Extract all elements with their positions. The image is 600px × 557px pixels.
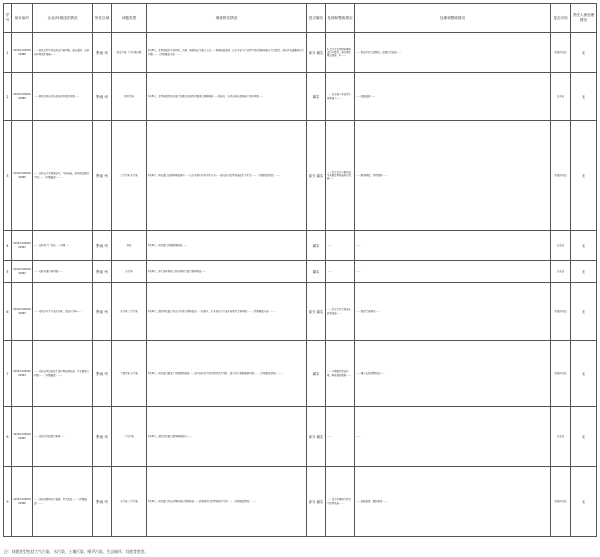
row-status-text: 阶段性办结	[554, 173, 567, 177]
row-result-text: ……	[327, 269, 332, 273]
row-status	[551, 283, 571, 341]
row-verified	[307, 261, 326, 283]
row-accountability	[571, 33, 597, 73]
row-accountability	[571, 121, 597, 231]
row-accountability	[571, 407, 597, 467]
row-issue	[33, 261, 93, 283]
row-status	[551, 33, 571, 73]
row-number	[4, 231, 12, 261]
row-code-text: X2502 000016 01895	[13, 433, 31, 440]
row-accountability	[571, 341, 597, 407]
row-type	[112, 261, 147, 283]
row-code	[12, 121, 33, 231]
row-result-text: 1.责令企业对物料堆场进行全覆盖，落实洒水降尘措施；2.……	[327, 47, 351, 58]
row-result	[326, 231, 355, 261]
row-type	[112, 231, 147, 261]
row-type-text: 水污染 大气污染	[120, 309, 138, 313]
row-area-text: 黔南 州	[96, 94, 108, 99]
row-verified-text: 属实	[312, 243, 320, 248]
row-code	[12, 341, 33, 407]
header-finding: 调查核实情况	[147, 4, 307, 33]
row-result	[326, 341, 355, 407]
row-area-text: 黔南 州	[96, 173, 108, 178]
row-number-text: 1	[6, 50, 9, 55]
row-result	[326, 73, 355, 121]
row-number-text: 7	[6, 371, 9, 376]
row-type-text: 扬尘污染 大气污染问题	[116, 50, 142, 54]
row-code	[12, 407, 33, 467]
row-number-text: 4	[6, 243, 9, 248]
row-accountability-text: 无	[581, 371, 586, 376]
row-area	[93, 231, 112, 261]
row-result-text: ……责令养殖场完善粪污处理设施……	[327, 498, 351, 505]
row-accountability-text: 无	[581, 434, 586, 439]
row-accountability-text: 无	[581, 309, 586, 314]
row-number	[4, 261, 12, 283]
header-issue: 企业/环境违法情况	[33, 4, 93, 33]
row-measure-text: ……建立长效管理机制……	[356, 371, 385, 375]
row-measure-text: ……督促完成整改……	[356, 309, 380, 313]
row-issue	[33, 283, 93, 341]
row-number-text: 6	[6, 309, 9, 314]
row-measure	[355, 121, 551, 231]
row-number-text: 8	[6, 434, 9, 439]
row-type	[112, 283, 147, 341]
row-result-text: ……立即组织清运垃圾，修复破损管网……	[327, 370, 351, 377]
header-done: 是否办结	[551, 4, 571, 33]
row-code-text: X2502 000016 01892	[13, 268, 31, 275]
row-number	[4, 33, 12, 73]
row-accountability-text: 无	[581, 173, 586, 178]
row-area-text: 黔南 州	[96, 243, 108, 248]
row-area-text: 黔南 州	[96, 499, 108, 504]
row-accountability	[571, 231, 597, 261]
row-number	[4, 341, 12, 407]
row-status	[551, 73, 571, 121]
row-type	[112, 73, 147, 121]
row-verified-text: 部分 属实	[308, 499, 324, 504]
header-measure: 处理和整改情况	[355, 4, 551, 33]
table-row	[4, 261, 597, 283]
complaint-handling-table	[3, 3, 597, 537]
row-measure	[355, 33, 551, 73]
row-result	[326, 283, 355, 341]
row-number	[4, 73, 12, 121]
row-finding-text: 6月8日，相关部门开展现场核查……	[148, 243, 187, 247]
row-verified-text: 部分 属实	[308, 309, 324, 314]
row-finding	[147, 231, 307, 261]
row-result-text: ……	[327, 243, 332, 247]
table-row	[4, 467, 597, 537]
row-result-text: ……责令企业立即对废气收集处理设施进行检修……	[327, 170, 351, 181]
row-finding-text: 6月8日，龙里县组织相关部门对群众反映的问题进行现场调查……经核实，该区域存在夜间施工噪声问题……	[148, 94, 264, 98]
header-no: 序号	[4, 4, 12, 33]
row-issue	[33, 73, 93, 121]
row-issue-text: ……反映企业排放污染物……	[34, 434, 66, 438]
row-area	[93, 283, 112, 341]
row-issue-text: ……反映河道污染问题……	[34, 269, 63, 273]
row-code-text: X2502 000016 01896	[13, 498, 31, 505]
row-finding	[147, 261, 307, 283]
row-issue-text: ……反映企业生产废水外排，周边有异味……	[34, 309, 82, 313]
row-area	[93, 467, 112, 537]
row-area-text: 黔南 州	[96, 371, 108, 376]
row-verified-text: 部分 属实	[308, 50, 324, 55]
row-result-text: ……	[327, 434, 332, 438]
row-code	[12, 73, 33, 121]
row-finding-text: 6月8日，组织相关部门对该企业进行现场检查……经核实，企业存在生产废水收集不完善问题……（详细调查内容）……	[148, 309, 276, 313]
row-finding	[147, 341, 307, 407]
row-measure	[355, 231, 551, 261]
row-type	[112, 121, 147, 231]
row-accountability-text: 无	[581, 243, 586, 248]
row-number-text: 9	[6, 499, 9, 504]
row-code	[12, 283, 33, 341]
row-measure	[355, 73, 551, 121]
row-issue	[33, 121, 93, 231]
row-finding	[147, 121, 307, 231]
row-finding-text: 6月8日，相关部门组成工作组现场核查……该区域存在生活垃圾清运不及时、部分污水管网破损问题……（详细核查情况）……	[148, 371, 283, 375]
row-result	[326, 407, 355, 467]
table-row	[4, 283, 597, 341]
row-issue	[33, 467, 93, 537]
row-number	[4, 407, 12, 467]
row-number	[4, 121, 12, 231]
table-row	[4, 121, 597, 231]
row-measure-text: ……限期整改，持续跟踪……	[356, 173, 388, 177]
row-number	[4, 467, 12, 537]
row-result	[326, 467, 355, 537]
row-area	[93, 73, 112, 121]
row-status	[551, 467, 571, 537]
table-row	[4, 407, 597, 467]
row-status-text: 阶段性办结	[554, 371, 567, 375]
row-status-text: 已办结	[556, 94, 565, 98]
row-area-text: 黔南 州	[96, 269, 108, 274]
row-measure	[355, 467, 551, 537]
row-code	[12, 231, 33, 261]
row-issue-text: ……经营过程中存在扬尘污染问题，废水直排，未落实环境保护措施……	[34, 49, 89, 56]
table-row	[4, 341, 597, 407]
row-status-text: 阶段性办结	[554, 309, 567, 313]
row-measure-text: ……	[356, 269, 361, 273]
row-issue	[33, 33, 93, 73]
row-code-text: X2502 000016 01893	[13, 308, 31, 315]
row-status	[551, 407, 571, 467]
row-issue	[33, 407, 93, 467]
row-area-text: 黔南 州	[96, 434, 108, 439]
row-type-text: 大气污染 水污染	[120, 173, 138, 177]
header-result: 处理和整改情况	[326, 4, 355, 33]
row-area	[93, 341, 112, 407]
row-finding-text: 6月8日，相关部门对该养殖场进行现场核查……养殖场粪污处理设施不完善……（详细核查情况）……	[148, 499, 257, 503]
row-accountability	[571, 283, 597, 341]
table-row	[4, 231, 597, 261]
row-accountability-text: 无	[581, 94, 586, 99]
row-type	[112, 407, 147, 467]
row-verified-text: 部分 属实	[308, 434, 324, 439]
row-issue-text: ……居民反映该区域存在噪声扰民问题……	[34, 94, 80, 98]
row-area	[93, 121, 112, 231]
row-status-text: 已办结	[556, 243, 565, 247]
row-finding	[147, 33, 307, 73]
row-type	[112, 33, 147, 73]
row-verified	[307, 407, 326, 467]
row-type-text: 噪声污染	[124, 94, 134, 98]
row-issue	[33, 231, 93, 261]
row-number	[4, 283, 12, 341]
row-accountability-text: 无	[581, 269, 586, 274]
row-measure-text: ……督促企业完成整改，加强日常巡查……	[356, 50, 402, 54]
row-result	[326, 33, 355, 73]
row-status-text: 阶段性办结	[554, 50, 567, 54]
row-result-text: ……责令施工单位停止夜间施工……	[327, 93, 351, 100]
header-area: 所在区域	[93, 4, 112, 33]
row-area-text: 黔南 州	[96, 50, 108, 55]
row-accountability-text: 无	[581, 50, 586, 55]
row-status	[551, 121, 571, 231]
row-finding-text: 6月8日，县生态环境局会同水务局等部门现场核查……	[148, 269, 207, 273]
row-code-text: X2502 000016 01890	[13, 172, 31, 179]
header-type: 问题类型	[112, 4, 147, 33]
row-verified-text: 属实	[312, 269, 320, 274]
row-status-text: 已办结	[556, 434, 565, 438]
row-code	[12, 467, 33, 537]
header-code: 统计编号	[12, 4, 33, 33]
row-type-text: 水污染	[125, 269, 133, 273]
row-verified-text: 属实	[312, 94, 320, 99]
row-status	[551, 261, 571, 283]
row-type	[112, 467, 147, 537]
row-measure	[355, 341, 551, 407]
row-issue	[33, 341, 93, 407]
row-code	[12, 261, 33, 283]
row-verified	[307, 467, 326, 537]
row-status-text: 阶段性办结	[554, 499, 567, 503]
row-finding	[147, 283, 307, 341]
row-number-text: 5	[6, 269, 9, 274]
row-status-text: 已办结	[556, 269, 565, 273]
row-verified	[307, 231, 326, 261]
row-verified	[307, 283, 326, 341]
row-accountability	[571, 73, 597, 121]
row-area	[93, 261, 112, 283]
row-accountability	[571, 467, 597, 537]
row-measure-text: ……加强监管，跟踪整改……	[356, 499, 388, 503]
row-verified-text: 部分 属实	[308, 173, 324, 178]
row-measure	[355, 261, 551, 283]
row-finding-text: 6月8日，龙里县组织生态环境、住建、城管执法等部门人员……现场核查发现，该企业在生产过程中存在物料堆放未完全覆盖、部分区域道路积尘等问题……（详细调查内容）……	[148, 49, 305, 56]
row-issue-text: ……反映养殖场粪污直排、臭气扰民……（问题描述）……	[34, 498, 87, 505]
row-type	[112, 341, 147, 407]
row-type-text: 水污染 大气污染	[120, 499, 138, 503]
row-verified	[307, 341, 326, 407]
row-finding-text: 6月8日，相关部门赴现场调查核实……该企业现有环评手续齐全……部分废气处理设施运行不正常……（详细核查情况）……	[148, 173, 281, 177]
row-result	[326, 261, 355, 283]
row-code-text: X2502 000016 01891	[13, 242, 31, 249]
table-footnote: 注：问题类型包括大气污染、水污染、土壤污染、噪声污染、生态破坏、其他等类型。	[4, 549, 149, 554]
row-measure-text: ……	[356, 434, 361, 438]
row-issue-text: ……反映该区域存在生活垃圾乱堆乱放、污水横流等问题……（问题描述）……	[34, 370, 89, 377]
row-result	[326, 121, 355, 231]
row-accountability-text: 无	[581, 499, 586, 504]
row-finding	[147, 73, 307, 121]
row-number-text: 3	[6, 173, 9, 178]
row-code-text: X2502 000016 01888	[13, 49, 31, 56]
table-row	[4, 73, 597, 121]
row-measure	[355, 407, 551, 467]
row-accountability	[571, 261, 597, 283]
row-area-text: 黔南 州	[96, 309, 108, 314]
header-duty: 责任人被处理情况	[571, 4, 597, 33]
row-verified	[307, 121, 326, 231]
row-type-text: 大气污染	[124, 434, 134, 438]
row-verified-text: 属实	[312, 371, 320, 376]
row-finding	[147, 407, 307, 467]
row-issue-text: ……反映某工厂存在……问题……	[34, 243, 70, 247]
table-row	[4, 33, 597, 73]
row-measure	[355, 283, 551, 341]
row-code	[12, 33, 33, 73]
row-status	[551, 231, 571, 261]
row-measure-text: ……	[356, 243, 361, 247]
row-measure-text: ……加强监管……	[356, 94, 376, 98]
row-finding-text: 6月8日，组织相关部门现场调查核实……	[148, 434, 192, 438]
header-true: 是否属实	[307, 4, 326, 33]
row-verified	[307, 33, 326, 73]
row-area	[93, 33, 112, 73]
row-issue-text: ……反映该企业排放废气，气味刺鼻，影响周边群众生活……（问题描述）……	[34, 172, 89, 179]
row-type-text: 土壤污染 水污染	[120, 371, 138, 375]
row-number-text: 2	[6, 94, 9, 99]
row-result-text: ……责令企业完善废水收集设施……	[327, 308, 351, 315]
row-code-text: X2502 000016 01894	[13, 370, 31, 377]
row-verified	[307, 73, 326, 121]
row-area	[93, 407, 112, 467]
row-type-text: 其他	[126, 243, 132, 247]
table-header-row	[4, 4, 597, 33]
row-status	[551, 341, 571, 407]
row-code-text: X2502 000016 01889	[13, 93, 31, 100]
row-finding	[147, 467, 307, 537]
